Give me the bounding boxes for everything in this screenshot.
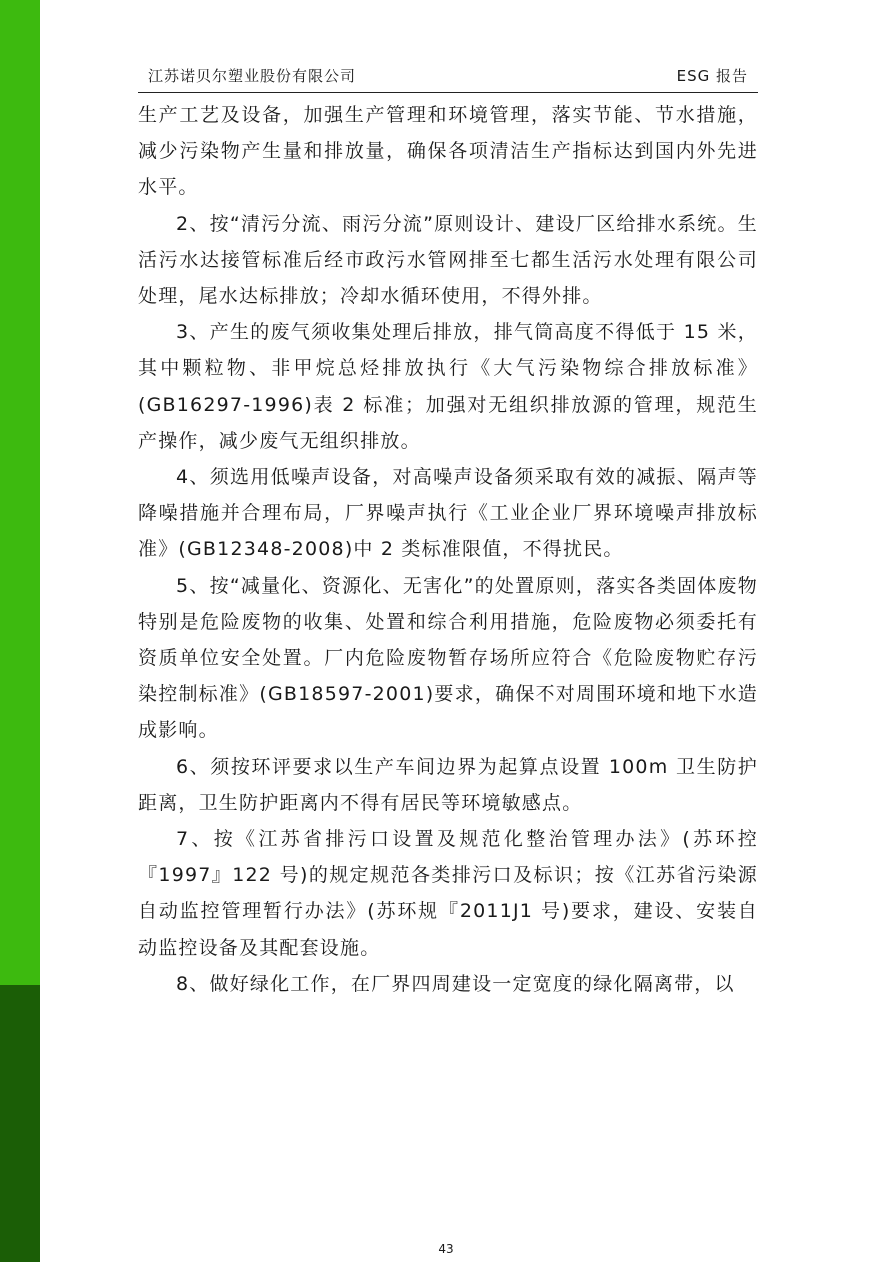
sidebar-accent-light <box>0 0 40 985</box>
paragraph-2: 3、产生的废气须收集处理后排放，排气筒高度不得低于 15 米，其中颗粒物、非甲烷总烃排放执行《大气污染物综合排放标准》(GB16297-1996)表 2 标准；加强对无组织排放源的管理，规范生产操作，减少废气无组织排放。 <box>138 321 758 452</box>
paragraph-3: 4、须选用低噪声设备，对高噪声设备须采取有效的减振、隔声等降噪措施并合理布局，厂界噪声执行《工业企业厂界环境噪声排放标准》(GB12348-2008)中 2 类标准限值，不得扰民。 <box>138 466 758 561</box>
paragraph-0: 生产工艺及设备，加强生产管理和环境管理，落实节能、节水措施，减少污染物产生量和排放量，确保各项清洁生产指标达到国内外先进水平。 <box>138 104 758 199</box>
paragraph-7: 8、做好绿化工作，在厂界四周建设一定宽度的绿化隔离带，以 <box>176 972 735 995</box>
page-header <box>138 64 758 93</box>
header-company-name: 江苏诺贝尔塑业股份有限公司 <box>148 67 357 85</box>
header-report-title: ESG 报告 <box>676 67 748 85</box>
page-number: 43 <box>438 1242 454 1256</box>
body-text <box>138 97 758 1002</box>
paragraph-5: 6、须按环评要求以生产车间边界为起算点设置 100m 卫生防护距离，卫生防护距离内不得有居民等环境敏感点。 <box>138 755 758 814</box>
paragraph-1: 2、按“清污分流、雨污分流”原则设计、建设厂区给排水系统。生活污水达接管标准后经市政污水管网排至七都生活污水处理有限公司处理，尾水达标排放；冷却水循环使用，不得外排。 <box>138 212 758 308</box>
paragraph-4: 5、按“减量化、资源化、无害化”的处置原则，落实各类固体废物特别是危险废物的收集、处置和综合利用措施，危险废物必须委托有资质单位安全处置。厂内危险废物暂存场所应符合《危险废物贮存污染控制标准》(GB18597-2001)要求，确保不对周围环境和地下水造成影响。 <box>138 574 758 742</box>
paragraph-6: 7、按《江苏省排污口设置及规范化整治管理办法》(苏环控『1997』122 号)的规定规范各类排污口及标识；按《江苏省污染源自动监控管理暂行办法》(苏环规『2011J1 号)要求，建设、安装自动监控设备及其配套设施。 <box>138 828 758 959</box>
sidebar-accent-dark <box>0 985 40 1262</box>
